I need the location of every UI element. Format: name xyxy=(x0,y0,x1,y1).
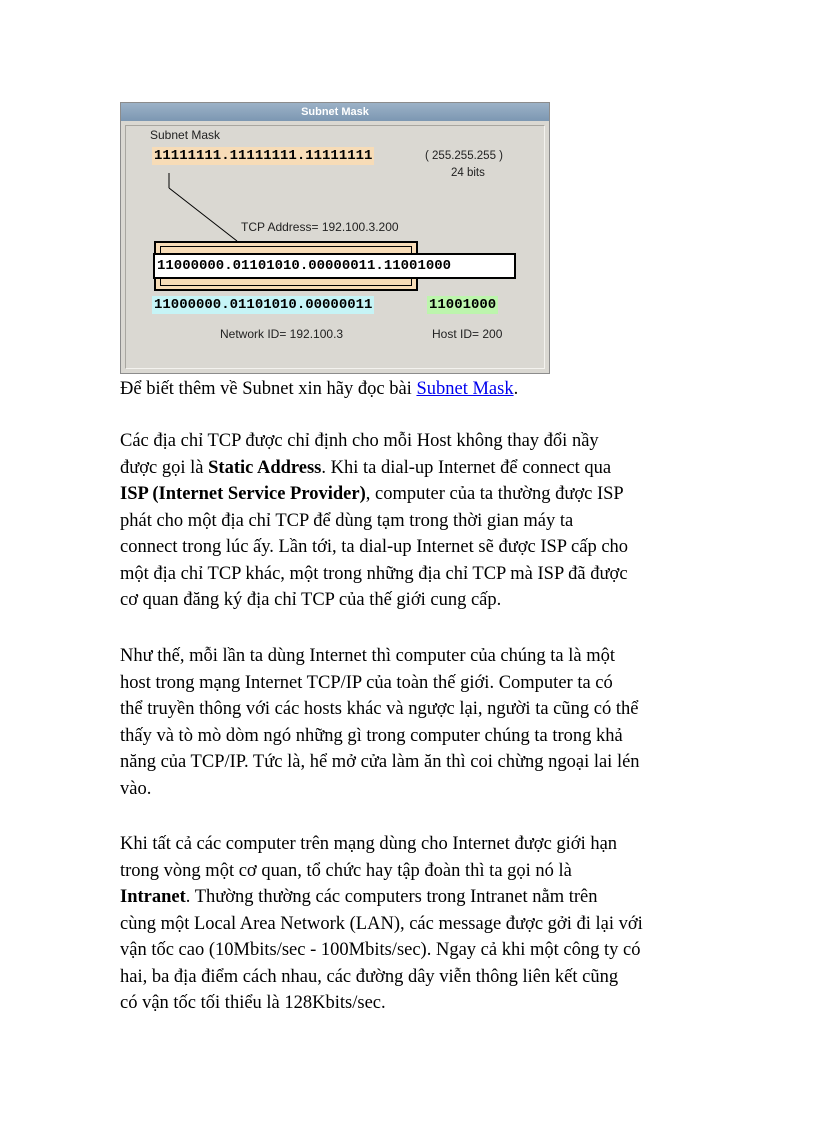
text-line: host trong mạng Internet TCP/IP của toàn thế giới. Computer ta có xyxy=(120,672,613,693)
host-bits: 11001000 xyxy=(429,297,497,313)
text-line: trong vòng một cơ quan, tổ chức hay tập đoàn thì ta gọi nó là xyxy=(120,860,572,881)
text-line: được gọi là Static Address. Khi ta dial-up Internet để connect qua xyxy=(120,457,612,478)
network-id-label: Network ID= 192.100.3 xyxy=(220,327,344,341)
text-line: một địa chỉ TCP khác, một trong những địa chỉ TCP mà ISP đã được xyxy=(120,563,628,584)
text-line: Các địa chỉ TCP được chỉ định cho mỗi Host không thay đổi nầy xyxy=(120,431,599,451)
text-line: cùng một Local Area Network (LAN), các message được gởi đi lại với xyxy=(120,913,643,934)
text-line: Như thế, mỗi lần ta dùng Internet thì computer của chúng ta là một xyxy=(120,646,616,666)
text-line: cơ quan đăng ký địa chỉ TCP của thế giới cung cấp. xyxy=(120,590,502,610)
static-address-term: Static Address xyxy=(208,457,322,478)
text-line: Intranet. Thường thường các computers trong Intranet nằm trên xyxy=(120,887,598,907)
text-line: vận tốc cao (10Mbits/sec - 100Mbits/sec). Ngay cả khi một công ty có xyxy=(120,940,641,960)
text-line: ISP (Internet Service Provider), computer của ta thường được ISP xyxy=(120,484,624,504)
paragraph-internet-host xyxy=(120,643,700,802)
text-line: thấy và tò mò dòm ngó những gì trong computer chúng ta trong khả xyxy=(120,725,623,746)
text-line: Khi tất cả các computer trên mạng dùng cho Internet được giới hạn xyxy=(120,834,618,854)
mask-decimal: ( 255.255.255 ) xyxy=(425,150,504,162)
text-line: năng của TCP/IP. Tức là, hể mở cửa làm ăn thì coi chừng ngoại lai lén xyxy=(120,752,640,772)
paragraph-static-address xyxy=(120,428,700,614)
text-line: vào. xyxy=(120,778,152,799)
paragraph-intranet xyxy=(120,831,700,1017)
isp-term: ISP (Internet Service Provider) xyxy=(120,484,366,504)
text-line: connect trong lúc ấy. Lần tới, ta dial-up Internet sẽ được ISP cấp cho xyxy=(120,537,629,557)
figure-caption: Để biết thêm về Subnet xin hãy đọc bài Subnet Mask. xyxy=(120,379,519,399)
subnet-mask-figure xyxy=(120,102,550,374)
address-bits: 11000000.01101010.00000011.11001000 xyxy=(153,253,516,279)
mask-bit-count: 24 bits xyxy=(451,167,485,179)
host-id-label: Host ID= 200 xyxy=(432,327,503,341)
text-line: có vận tốc tối thiểu là 128Kbits/sec. xyxy=(120,993,386,1013)
text-line: phát cho một địa chỉ TCP để dùng tạm trong thời gian máy ta xyxy=(120,510,574,531)
figure-title: Subnet Mask xyxy=(121,103,549,121)
tcp-address-label: TCP Address= 192.100.3.200 xyxy=(241,220,399,234)
text-line: thể truyền thông với các hosts khác và ngược lại, người ta cũng có thể xyxy=(120,699,639,719)
mask-bits: 11111111.11111111.11111111 xyxy=(154,148,373,164)
subnet-mask-label: Subnet Mask xyxy=(150,128,221,142)
subnet-mask-link[interactable]: Subnet Mask xyxy=(416,379,514,399)
text-line: hai, ba địa điểm cách nhau, các đường dây viễn thông liên kết cũng xyxy=(120,966,619,987)
network-bits: 11000000.01101010.00000011 xyxy=(154,297,373,313)
intranet-term: Intranet xyxy=(120,887,186,907)
